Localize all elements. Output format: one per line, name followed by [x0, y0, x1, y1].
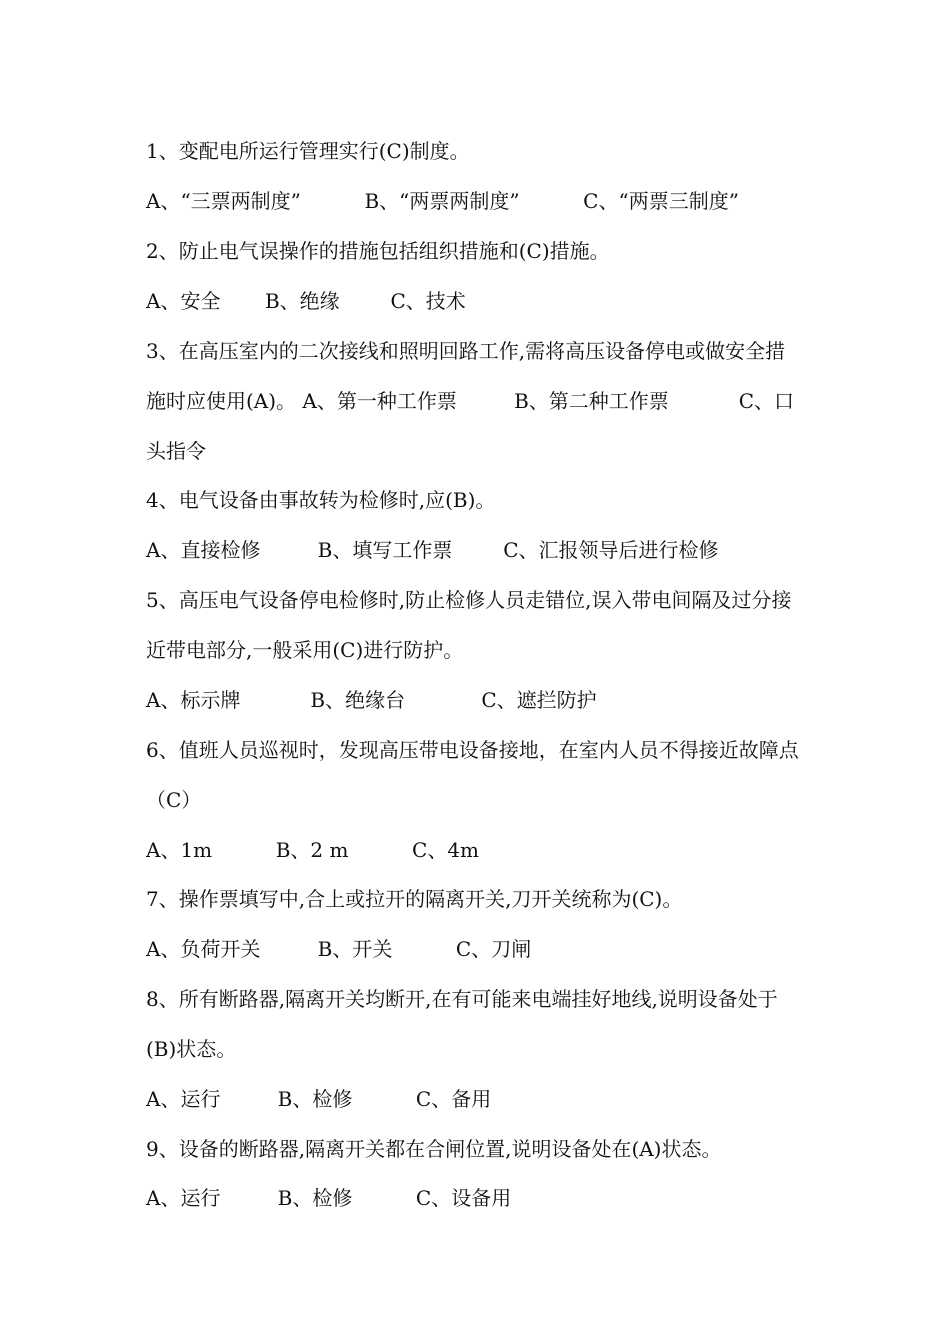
question-5-line-2: 近带电部分,一般采用(C)进行防护。 — [146, 638, 464, 662]
question-5-line-1: 5、高压电气设备停电检修时,防止检修人员走错位,误入带电间隔及过分接 — [146, 588, 792, 612]
question-6-line-1: 6、值班人员巡视时，发现高压带电设备接地，在室内人员不得接近故障点 — [146, 738, 799, 762]
question-2-options: A、安全 B、绝缘 C、技术 — [146, 289, 466, 313]
question-9: 9、设备的断路器,隔离开关都在合闸位置,说明设备处在(A)状态。 — [146, 1137, 722, 1161]
question-6-options: A、1m B、2 m C、4m — [146, 838, 480, 862]
question-3-line-2: 施时应使用(A)。 A、第一种工作票 B、第二种工作票 C、口 — [146, 389, 794, 413]
question-4: 4、电气设备由事故转为检修时,应(B)。 — [146, 488, 496, 512]
question-4-options: A、直接检修 B、填写工作票 C、汇报领导后进行检修 — [146, 538, 719, 562]
question-2: 2、防止电气误操作的措施包括组织措施和(C)措施。 — [146, 239, 610, 263]
question-8-options: A、运行 B、检修 C、备用 — [146, 1087, 492, 1111]
question-8-line-2: (B)状态。 — [146, 1037, 237, 1061]
question-7-options: A、负荷开关 B、开关 C、刀闸 — [146, 937, 532, 961]
question-3-line-1: 3、在高压室内的二次接线和照明回路工作,需将高压设备停电或做安全措 — [146, 339, 786, 363]
question-1-options: A、“三票两制度” B、“两票两制度” C、“两票三制度” — [146, 189, 739, 213]
question-1: 1、变配电所运行管理实行(C)制度。 — [146, 139, 470, 163]
question-6-line-2: （C） — [146, 788, 202, 812]
question-8-line-1: 8、所有断路器,隔离开关均断开,在有可能来电端挂好地线,说明设备处于 — [146, 987, 778, 1011]
question-3-line-3: 头指令 — [146, 439, 206, 463]
question-5-options: A、标示牌 B、绝缘台 C、遮拦防护 — [146, 688, 597, 712]
question-7: 7、操作票填写中,合上或拉开的隔离开关,刀开关统称为(C)。 — [146, 887, 683, 911]
question-9-options: A、运行 B、检修 C、设备用 — [146, 1186, 512, 1210]
